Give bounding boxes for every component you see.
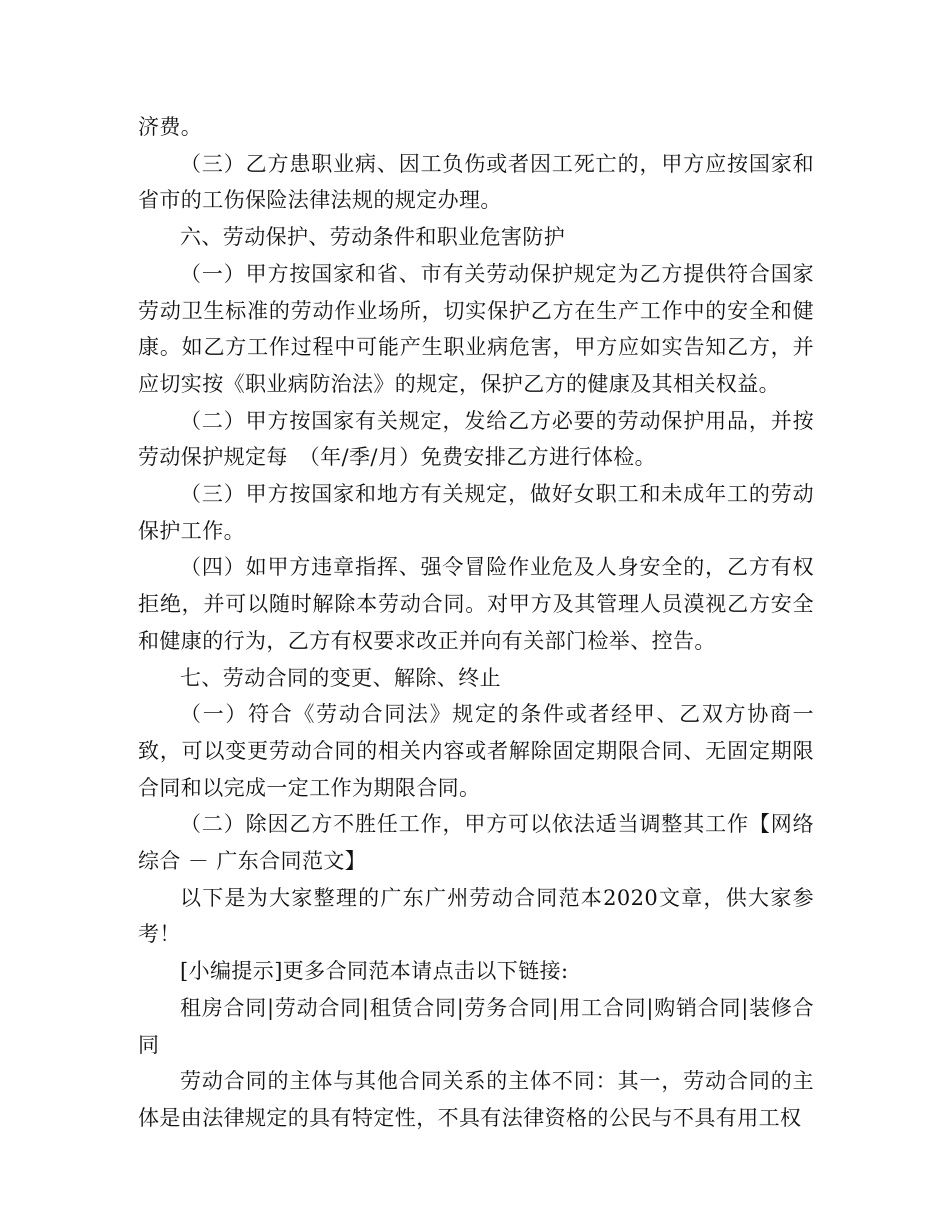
paragraph-clause-5-3: （三）乙方患职业病、因工负伤或者因工死亡的，甲方应按国家和省市的工伤保险法律法规的规定办理。	[138, 151, 814, 213]
paragraph-body: 劳动合同的主体与其他合同关系的主体不同：其一，劳动合同的主体是由法律规定的具有特定性，不具有法律资格的公民与不具有用工权	[138, 1069, 814, 1130]
paragraph-clause-6-4: （四）如甲方违章指挥、强令冒险作业危及人身安全的，乙方有权拒绝，并可以随时解除本劳动合同。对甲方及其管理人员漠视乙方安全和健康的行为，乙方有权要求改正并向有关部门检举、控告。	[138, 555, 814, 653]
section-heading-6: 六、劳动保护、劳动条件和职业危害防护	[180, 225, 566, 250]
section-heading-7: 七、劳动合同的变更、解除、终止	[180, 665, 501, 690]
paragraph-clause-7-2: （二）除因乙方不胜任工作，甲方可以依法适当调整其工作【网络综合 － 广东合同范文】	[138, 812, 814, 874]
paragraph-clause-6-3: （三）甲方按国家和地方有关规定，做好女职工和未成年工的劳动保护工作。	[138, 482, 814, 543]
paragraph-clause-7-1: （一）符合《劳动合同法》规定的条件或者经甲、乙双方协商一致，可以变更劳动合同的相关内容或者解除固定期限合同、无固定期限合同和以完成一定工作为期限合同。	[138, 702, 814, 800]
paragraph-continuation: 济费。	[138, 115, 203, 139]
paragraph-clause-6-2: （二）甲方按国家有关规定，发给乙方必要的劳动保护用品，并按劳动保护规定每 （年/季/月）免费安排乙方进行体检。	[138, 408, 814, 470]
paragraph-link-list: 租房合同|劳动合同|租赁合同|劳务合同|用工合同|购销合同|装修合同	[138, 995, 814, 1057]
paragraph-intro: 以下是为大家整理的广东广州劳动合同范本2020文章，供大家参考！	[138, 885, 814, 947]
document-body	[138, 109, 814, 1137]
paragraph-clause-6-1: （一）甲方按国家和省、市有关劳动保护规定为乙方提供符合国家劳动卫生标准的劳动作业场所，切实保护乙方在生产工作中的安全和健康。如乙方工作过程中可能产生职业病危害，甲方应如实告知乙方，并应切实按《职业病防治法》的规定，保护乙方的健康及其相关权益。	[138, 261, 814, 396]
paragraph-editor-tip: [小编提示]更多合同范本请点击以下链接:	[180, 959, 569, 984]
